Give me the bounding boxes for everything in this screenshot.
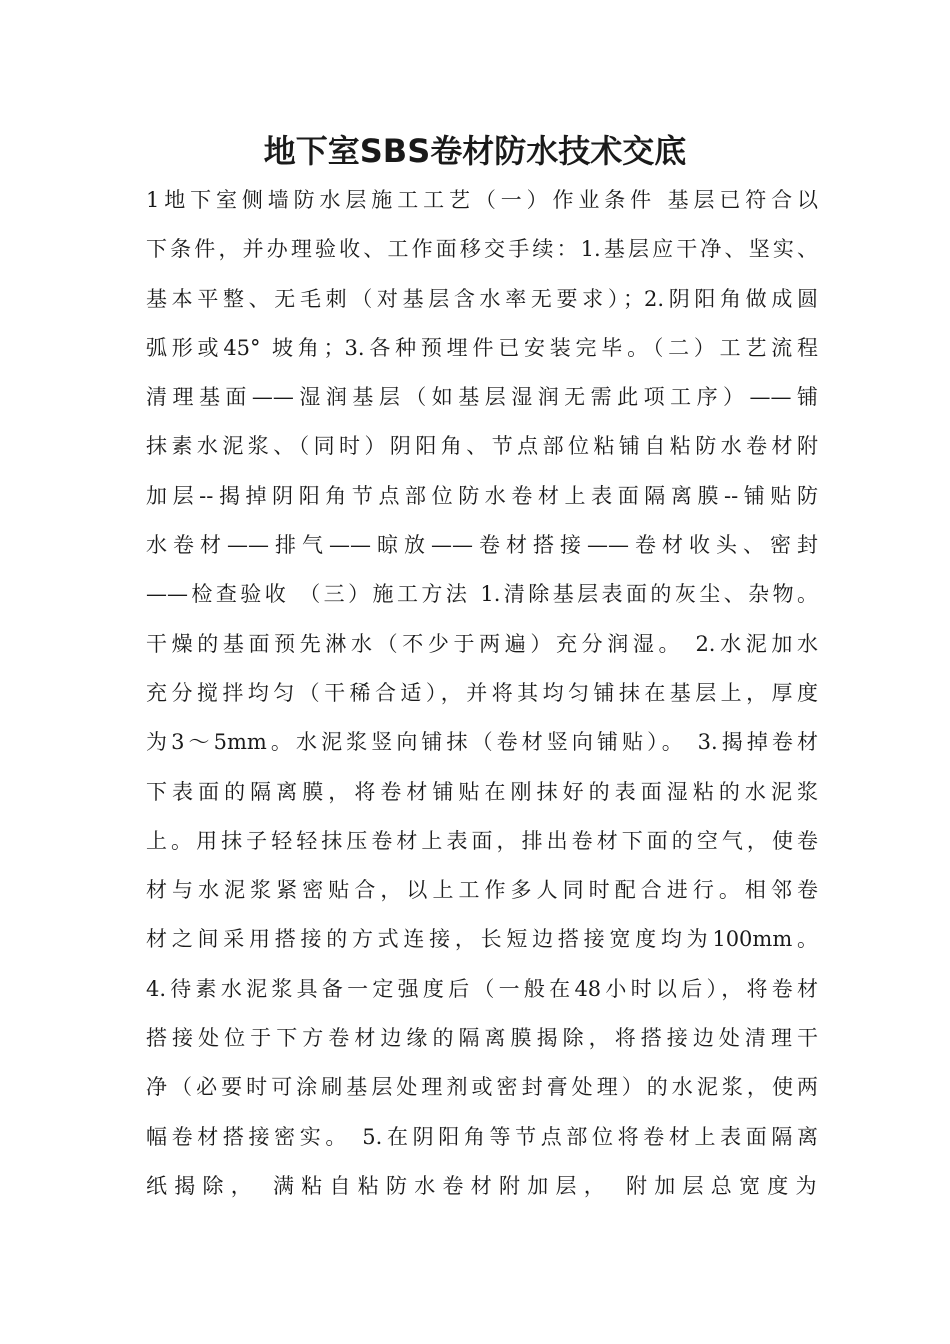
body-line: 基本平整、无毛刺（对基层含水率无要求）；2.阴阳角做成圆 bbox=[146, 286, 818, 311]
body-line: 材之间采用搭接的方式连接，长短边搭接宽度均为100mm。 bbox=[146, 927, 818, 952]
body-line: 水卷材——排气——晾放——卷材搭接——卷材收头、密封 bbox=[146, 533, 818, 558]
body-line: 为3～5mm。水泥浆竖向铺抹（卷材竖向铺贴）。 3.揭掉卷材 bbox=[146, 730, 818, 755]
body-line: 清理基面——湿润基层（如基层湿润无需此项工序）——铺 bbox=[146, 385, 818, 410]
body-line: 下表面的隔离膜，将卷材铺贴在刚抹好的表面湿粘的水泥浆 bbox=[146, 779, 818, 804]
body-line: 幅卷材搭接密实。 5.在阴阳角等节点部位将卷材上表面隔离 bbox=[146, 1124, 818, 1149]
body-line: 纸揭除， 满粘自粘防水卷材附加层， 附加层总宽度为 bbox=[146, 1173, 818, 1198]
body-line: ——检查验收 （三）施工方法 1.清除基层表面的灰尘、杂物。 bbox=[146, 582, 818, 607]
body-line: 净（必要时可涂刷基层处理剂或密封膏处理）的水泥浆，使两 bbox=[146, 1075, 818, 1100]
body-line: 上。用抹子轻轻抹压卷材上表面，排出卷材下面的空气，使卷 bbox=[146, 828, 818, 853]
body-line: 下条件，并办理验收、工作面移交手续：1.基层应干净、坚实、 bbox=[146, 237, 818, 262]
body-line: 1地下室侧墙防水层施工工艺（一）作业条件 基层已符合以 bbox=[146, 188, 818, 212]
body-line: 弧形或45° 坡角；3.各种预埋件已安装完毕。（二）工艺流程 bbox=[146, 335, 818, 360]
body-line: 充分搅拌均匀（干稀合适），并将其均匀铺抹在基层上，厚度 bbox=[146, 680, 818, 705]
body-line: 抹素水泥浆、（同时）阴阳角、节点部位粘铺自粘防水卷材附 bbox=[146, 434, 818, 459]
body-line: 材与水泥浆紧密贴合，以上工作多人同时配合进行。相邻卷 bbox=[146, 878, 818, 903]
document-title: 地下室SBS卷材防水技术交底 bbox=[263, 132, 687, 170]
body-line: 干燥的基面预先淋水（不少于两遍）充分润湿。 2.水泥加水 bbox=[146, 631, 818, 656]
document-body bbox=[146, 176, 818, 1211]
body-line: 加层--揭掉阴阳角节点部位防水卷材上表面隔离膜--铺贴防 bbox=[146, 483, 818, 508]
body-line: 4.待素水泥浆具备一定强度后（一般在48小时以后），将卷材 bbox=[146, 976, 818, 1001]
body-line: 搭接处位于下方卷材边缘的隔离膜揭除，将搭接边处清理干 bbox=[146, 1026, 818, 1051]
